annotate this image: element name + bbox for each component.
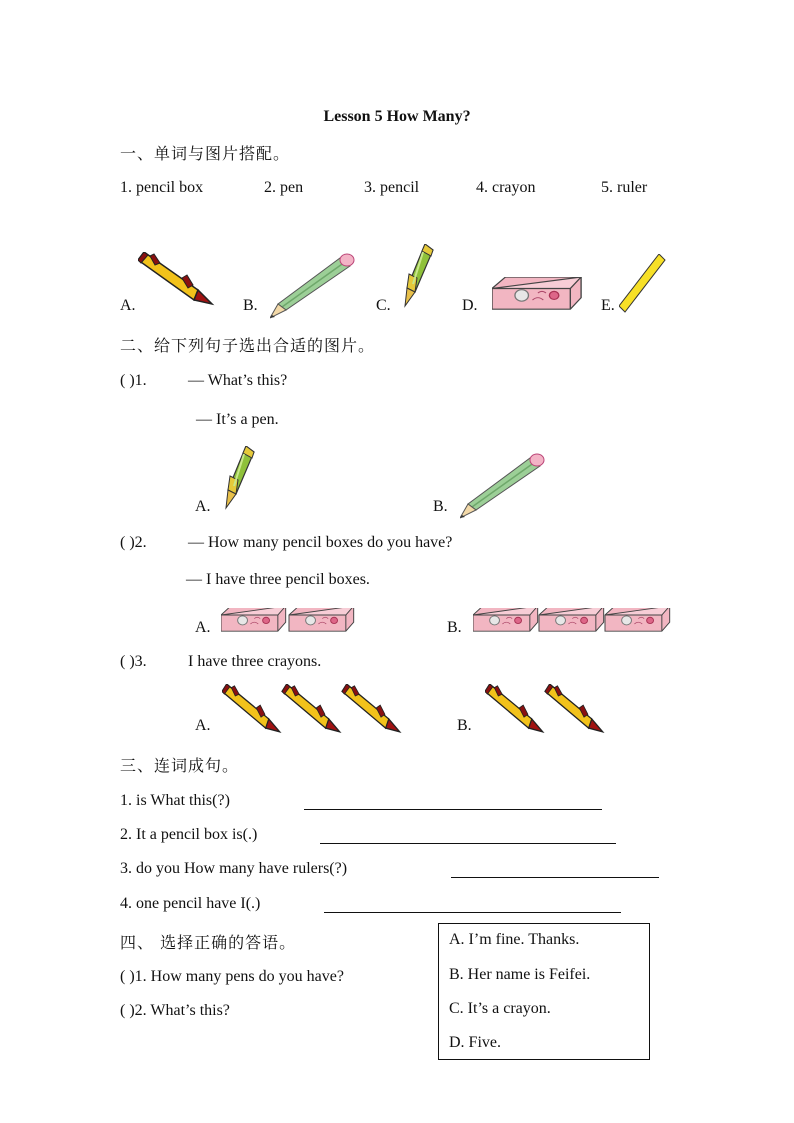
picture-label-e: E. — [601, 297, 615, 314]
sentence-3-words: 3. do you How many have rulers(?) — [120, 860, 348, 877]
picture-label-c: C. — [376, 297, 391, 314]
q1-answer-blank[interactable]: ( )1. — [120, 372, 147, 389]
q3-option-b[interactable]: B. — [457, 717, 472, 734]
two-pencil-boxes-image — [221, 608, 357, 634]
sentence-4-answer-line[interactable] — [324, 895, 621, 913]
picture-label-d: D. — [462, 297, 478, 314]
three-pencil-boxes-image — [473, 608, 671, 634]
section2-heading: 二、给下列句子选出合适的图片。 — [120, 336, 376, 355]
section4-question-1[interactable]: ( )1. How many pens do you have? — [120, 968, 344, 985]
answer-option-b: B. Her name is Feifei. — [449, 966, 591, 983]
answer-option-a: A. I’m fine. Thanks. — [449, 931, 580, 948]
word-pen: 2. pen — [264, 179, 304, 196]
word-crayon: 4. crayon — [476, 179, 536, 196]
sentence-4-words: 4. one pencil have I(.) — [120, 895, 261, 912]
sentence-2-words: 2. It a pencil box is(.) — [120, 826, 258, 843]
word-pencil: 3. pencil — [364, 179, 420, 196]
answer-options-box — [438, 923, 650, 1060]
q1-response: — It’s a pen. — [196, 411, 279, 428]
ruler-image — [619, 254, 667, 316]
q1-option-a[interactable]: A. — [195, 498, 211, 515]
sentence-1-words: 1. is What this(?) — [120, 792, 230, 809]
pen-image — [222, 446, 262, 516]
q3-answer-blank[interactable]: ( )3. — [120, 653, 147, 670]
q2-option-a[interactable]: A. — [195, 619, 211, 636]
section4-heading: 四、 选择正确的答语。 — [120, 933, 297, 952]
q1-question: — What’s this? — [188, 372, 288, 389]
page-title: Lesson 5 How Many? — [323, 108, 471, 125]
picture-label-a: A. — [120, 297, 136, 314]
sentence-2-answer-line[interactable] — [320, 826, 616, 844]
crayon-image — [138, 252, 218, 312]
two-crayons-image — [485, 684, 609, 734]
q3-option-a[interactable]: A. — [195, 717, 211, 734]
word-pencil-box: 1. pencil box — [120, 179, 204, 196]
section4-question-2[interactable]: ( )2. What’s this? — [120, 1002, 230, 1019]
pencil-image — [270, 252, 360, 322]
sentence-3-answer-line[interactable] — [451, 860, 659, 878]
q3-statement: I have three crayons. — [188, 653, 322, 670]
q1-option-b[interactable]: B. — [433, 498, 448, 515]
answer-option-c: C. It’s a crayon. — [449, 1000, 551, 1017]
picture-label-b: B. — [243, 297, 258, 314]
q2-question: — How many pencil boxes do you have? — [188, 534, 453, 551]
q2-answer-blank[interactable]: ( )2. — [120, 534, 147, 551]
section3-heading: 三、连词成句。 — [120, 756, 240, 775]
answer-option-d: D. Five. — [449, 1034, 501, 1051]
word-ruler: 5. ruler — [601, 179, 648, 196]
three-crayons-image — [222, 684, 406, 734]
q2-response: — I have three pencil boxes. — [186, 571, 370, 588]
section1-heading: 一、单词与图片搭配。 — [120, 144, 291, 163]
q2-option-b[interactable]: B. — [447, 619, 462, 636]
pencil-box-image — [492, 277, 584, 311]
pen-image — [401, 244, 441, 314]
sentence-1-answer-line[interactable] — [304, 792, 602, 810]
pencil-image — [460, 452, 550, 522]
